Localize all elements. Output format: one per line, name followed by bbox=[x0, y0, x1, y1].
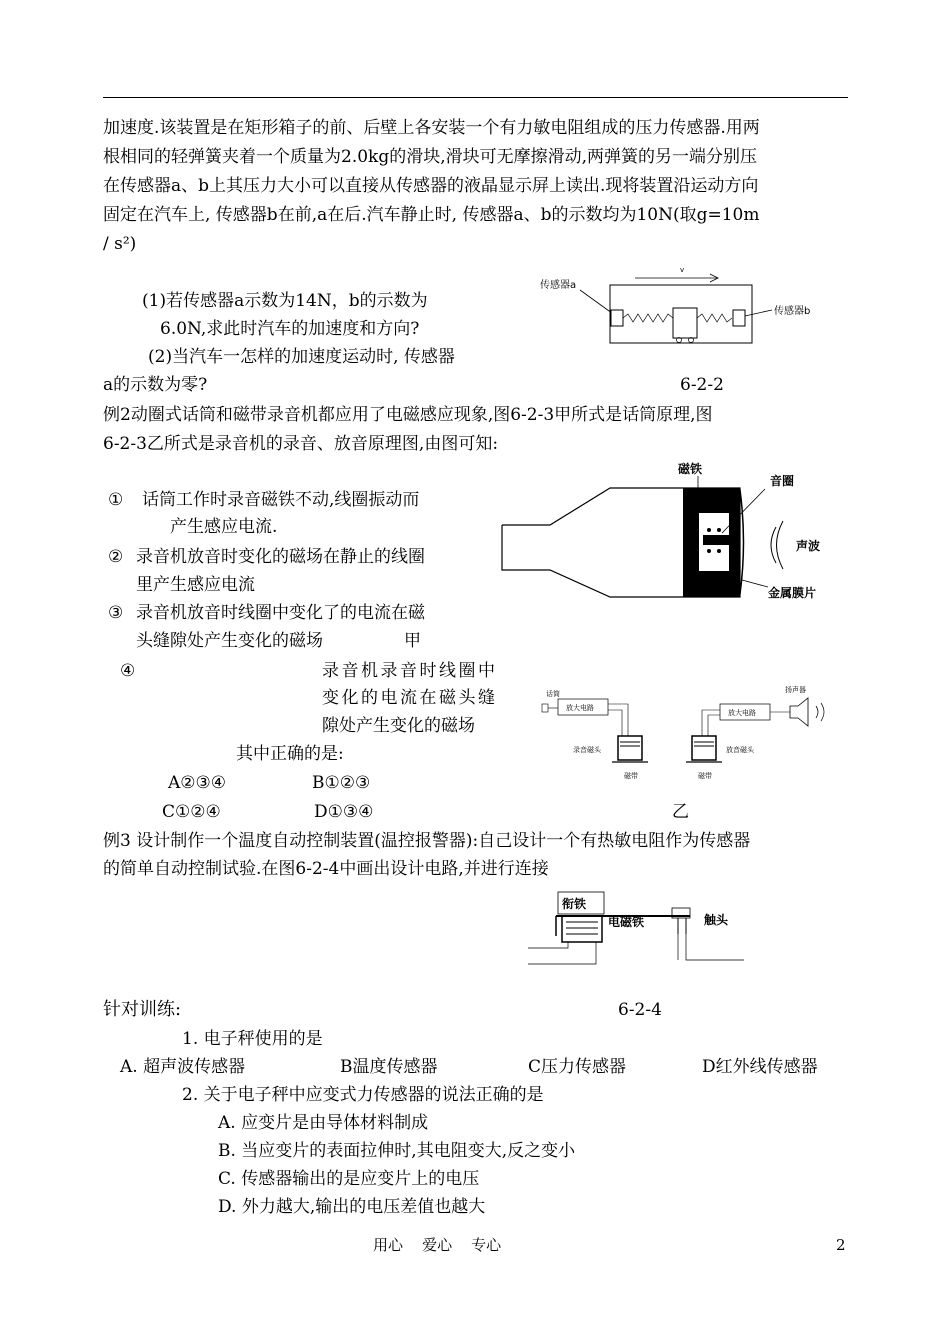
which-correct: 其中正确的是: bbox=[236, 744, 344, 764]
practice-2-option-b: B. 当应变片的表面拉伸时,其电阻变大,反之变小 bbox=[218, 1141, 576, 1161]
option-4-line-1: 录音机录音时线圈中 bbox=[322, 661, 498, 681]
practice-1-option-a: A. 超声波传感器 bbox=[120, 1057, 246, 1077]
sound-wave-label: 声波 bbox=[796, 539, 821, 553]
example-3-line-2: 的简单自动控制试验.在图6-2-4中画出设计电路,并进行连接 bbox=[103, 859, 549, 879]
example-3-line-1: 例3 设计制作一个温度自动控制装置(温控报警器):自己设计一个有热敏电阻作为传感器 bbox=[103, 831, 751, 851]
record-head-label: 录音磁头 bbox=[573, 746, 601, 754]
speaker-label: 扬声器 bbox=[785, 686, 806, 694]
choice-a: A②③④ bbox=[168, 773, 226, 793]
option-4-line-2: 变化的电流在磁头缝 bbox=[322, 688, 498, 708]
velocity-label: v bbox=[680, 266, 685, 274]
intro-line-1: 加速度.该装置是在矩形箱子的前、后壁上各安装一个有力敏电阻组成的压力传感器.用两 bbox=[103, 118, 760, 138]
page-number: 2 bbox=[836, 1236, 846, 1254]
intro-line-2: 根相同的轻弹簧夹着一个质量为2.0kg的滑块,滑块可无摩擦滑动,两弹簧的另一端分别压 bbox=[103, 147, 758, 167]
example-2-line-1: 例2动圈式话筒和磁带录音机都应用了电磁感应现象,图6-2-3甲所式是话筒原理,图 bbox=[103, 405, 713, 425]
option-1-number: ① bbox=[108, 490, 124, 510]
question-1-line-1: (1)若传感器a示数为14N，b的示数为 bbox=[142, 291, 428, 311]
practice-1-option-d: D红外线传感器 bbox=[702, 1057, 818, 1077]
amp-2-label: 放大电路 bbox=[728, 709, 756, 717]
training-heading: 针对训练: bbox=[103, 999, 182, 1020]
figure-microphone bbox=[500, 455, 840, 605]
amp-1-label: 放大电路 bbox=[566, 704, 594, 712]
option-1-line-1: 话筒工作时录音磁铁不动,线圈振动而 bbox=[142, 490, 420, 510]
sensor-a-label: 传感器a bbox=[540, 280, 577, 291]
figure-recorder bbox=[540, 684, 840, 784]
contact-label: 触头 bbox=[704, 913, 729, 927]
sensor-b-label: 传感器b bbox=[774, 306, 811, 317]
footer-motto: 用心 爱心 专心 bbox=[373, 1236, 502, 1254]
header-rule bbox=[103, 97, 848, 98]
choice-d: D①③④ bbox=[314, 802, 374, 822]
intro-line-3: 在传感器a、b上其压力大小可以直接从传感器的液晶显示屏上读出.现将装置沿运动方向 bbox=[103, 176, 759, 196]
question-2-line-2: a的示数为零? bbox=[103, 375, 208, 395]
figure-6-2-2-caption: 6-2-2 bbox=[680, 375, 724, 395]
practice-2-option-a: A. 应变片是由导体材料制成 bbox=[218, 1113, 429, 1133]
figure-6-2-4-caption: 6-2-4 bbox=[618, 1000, 662, 1020]
figure-relay bbox=[520, 888, 760, 968]
armature-label: 衔铁 bbox=[562, 897, 587, 911]
option-2-line-2: 里产生感应电流 bbox=[136, 575, 255, 595]
choice-c: C①②④ bbox=[162, 802, 221, 822]
question-2-line-1: (2)当汽车一怎样的加速度运动时, 传感器 bbox=[148, 347, 455, 367]
option-4-number: ④ bbox=[120, 661, 136, 681]
figure-yi-caption: 乙 bbox=[672, 802, 689, 822]
figure-jia-caption: 甲 bbox=[404, 631, 421, 651]
intro-line-4: 固定在汽车上, 传感器b在前,a在后.汽车静止时, 传感器a、b的示数均为10N(取g=10m bbox=[103, 205, 760, 225]
option-4-line-3: 隙处产生变化的磁场 bbox=[322, 716, 475, 736]
tape-2-label: 磁带 bbox=[698, 772, 712, 780]
metal-film-label: 金属膜片 bbox=[768, 586, 817, 600]
figure-6-2-2 bbox=[540, 258, 840, 358]
option-3-line-2: 头缝隙处产生变化的磁场 bbox=[136, 631, 323, 651]
question-1-line-2: 6.0N,求此时汽车的加速度和方向? bbox=[160, 319, 420, 339]
coil-label: 音圈 bbox=[770, 474, 795, 488]
option-1-line-2: 产生感应电流. bbox=[170, 517, 278, 537]
practice-2-stem: 2. 关于电子秤中应变式力传感器的说法正确的是 bbox=[182, 1085, 544, 1105]
option-3-number: ③ bbox=[108, 603, 124, 623]
practice-1-stem: 1. 电子秤使用的是 bbox=[182, 1029, 323, 1049]
option-2-line-1: 录音机放音时变化的磁场在静止的线圈 bbox=[136, 547, 425, 567]
mic-label: 话筒 bbox=[546, 690, 560, 698]
practice-1-option-c: C压力传感器 bbox=[528, 1057, 627, 1077]
magnet-label: 磁铁 bbox=[678, 462, 703, 476]
intro-line-5: / s²) bbox=[103, 234, 137, 254]
practice-2-option-c: C. 传感器输出的是应变片上的电压 bbox=[218, 1169, 480, 1189]
practice-1-option-b: B温度传感器 bbox=[340, 1057, 438, 1077]
example-2-line-2: 6-2-3乙所式是录音机的录音、放音原理图,由图可知: bbox=[103, 434, 499, 454]
option-2-number: ② bbox=[108, 547, 124, 567]
play-head-label: 放音磁头 bbox=[726, 746, 754, 754]
option-3-line-1: 录音机放音时线圈中变化了的电流在磁 bbox=[136, 603, 425, 623]
choice-b: B①②③ bbox=[312, 773, 371, 793]
tape-1-label: 磁带 bbox=[624, 772, 638, 780]
practice-2-option-d: D. 外力越大,输出的电压差值也越大 bbox=[218, 1197, 486, 1217]
electromagnet-label: 电磁铁 bbox=[608, 915, 645, 929]
